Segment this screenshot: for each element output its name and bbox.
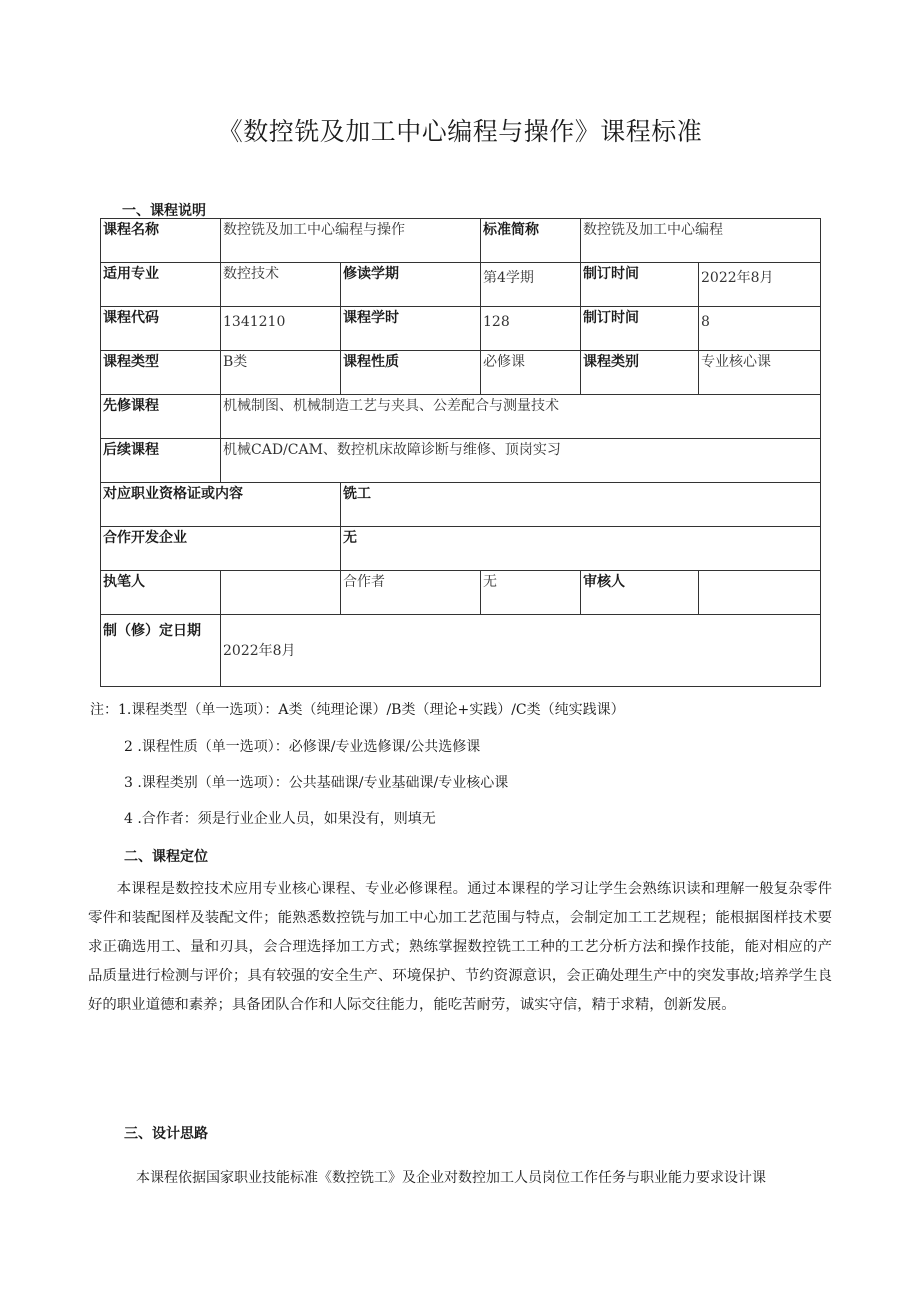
collaborator-label: 合作者	[341, 571, 481, 615]
course-category-value: 专业核心课	[699, 351, 821, 395]
table-row	[101, 527, 821, 571]
semester-value	[481, 263, 581, 307]
course-code-text: 1341210	[223, 314, 286, 330]
partner-company-value: 无	[341, 527, 821, 571]
course-name-value: 数控铣及加工中心编程与操作	[221, 219, 481, 263]
course-name-label: 课程名称	[101, 219, 221, 263]
major-label: 适用专业	[101, 263, 221, 307]
reviewer-value	[699, 571, 821, 615]
table-row	[101, 263, 821, 307]
set-date-label-2: 制订时间	[581, 307, 699, 351]
course-positioning-paragraph: 本课程是数控技术应用专业核心课程、专业必修课程。通过本课程的学习让学生会熟练识读和理解一般复杂零件零件和装配图样及装配文件；能熟悉数控铣与加工中心加工艺范围与特点，会制定加工工艺规程；能根据图样技术要求正确选用工、量和刃具，会合理选择加工方式；熟练掌握数控铣工工种的工艺分析方法和操作技能，能对相应的产品质量进行检测与评价；具有较强的安全生产、环境保护、节约资源意识，会正确处理生产中的突发事故;培养学生良好的职业道德和素养；具备团队合作和人际交往能力，能吃苦耐劳，诚实守信，精于求精，创新发展。	[88, 881, 832, 1013]
section-heading-course-description: 一、课程说明	[122, 203, 206, 219]
document-title: 《数控铣及加工中心编程与操作》课程标准	[217, 117, 703, 146]
course-nature-label: 课程性质	[341, 351, 481, 395]
design-idea-paragraph: 本课程依据国家职业技能标准《数控铣工》及企业对数控加工人员岗位工作任务与职业能力要求设计课	[136, 1170, 766, 1186]
partner-company-label: 合作开发企业	[101, 527, 341, 571]
course-code-value	[221, 307, 341, 351]
course-hours-text: 128	[483, 314, 510, 330]
course-nature-value: 必修课	[481, 351, 581, 395]
course-type-label: 课程类型	[101, 351, 221, 395]
course-code-label: 课程代码	[101, 307, 221, 351]
follow-up-value: 机械CAD/CAM、数控机床故障诊断与维修、顶岗实习	[221, 439, 821, 483]
course-hours-value	[481, 307, 581, 351]
section-heading-course-positioning: 二、课程定位	[124, 849, 208, 865]
qualification-value: 铣工	[341, 483, 821, 527]
author-value	[221, 571, 341, 615]
note-2: 2 .课程性质（单一选项）：必修课/专业选修课/公共选修课	[124, 739, 481, 755]
table-row	[101, 351, 821, 395]
set-date-label: 制订时间	[581, 263, 699, 307]
semester-text: 第4学期	[483, 270, 534, 286]
prerequisite-label: 先修课程	[101, 395, 221, 439]
set-date-text: 2022年8月	[701, 270, 774, 286]
follow-up-label: 后续课程	[101, 439, 221, 483]
table-row	[101, 439, 821, 483]
prerequisite-value: 机械制图、机械制造工艺与夹具、公差配合与测量技术	[221, 395, 821, 439]
revision-date-label: 制（修）定日期	[101, 615, 221, 687]
table-row	[101, 219, 821, 263]
qualification-label: 对应职业资格证或内容	[101, 483, 341, 527]
set-date-value	[699, 263, 821, 307]
course-type-value: B类	[221, 351, 341, 395]
revision-date-value: 2022年8月	[221, 615, 821, 687]
table-row	[101, 571, 821, 615]
short-name-label: 标准简称	[481, 219, 581, 263]
collaborator-value: 无	[481, 571, 581, 615]
table-row	[101, 615, 821, 687]
course-info-table	[100, 218, 821, 687]
section-heading-design-idea: 三、设计思路	[124, 1126, 208, 1142]
set-date-value-2	[699, 307, 821, 351]
author-label: 执笔人	[101, 571, 221, 615]
table-row	[101, 483, 821, 527]
reviewer-label: 审核人	[581, 571, 699, 615]
course-hours-label: 课程学时	[341, 307, 481, 351]
set-date-text-2: 8	[701, 314, 710, 330]
note-3: 3 .课程类别（单一选项）：公共基础课/专业基础课/专业核心课	[124, 775, 509, 791]
note-4: 4 .合作者：须是行业企业人员，如果没有，则填无	[124, 811, 436, 827]
semester-label: 修读学期	[341, 263, 481, 307]
short-name-value: 数控铣及加工中心编程	[581, 219, 821, 263]
note-1: 注：1.课程类型（单一选项）：A类（纯理论课）/B类（理论+实践）/C类（纯实践课）	[90, 702, 625, 718]
course-category-label: 课程类别	[581, 351, 699, 395]
table-row	[101, 307, 821, 351]
major-value: 数控技术	[221, 263, 341, 307]
table-row	[101, 395, 821, 439]
